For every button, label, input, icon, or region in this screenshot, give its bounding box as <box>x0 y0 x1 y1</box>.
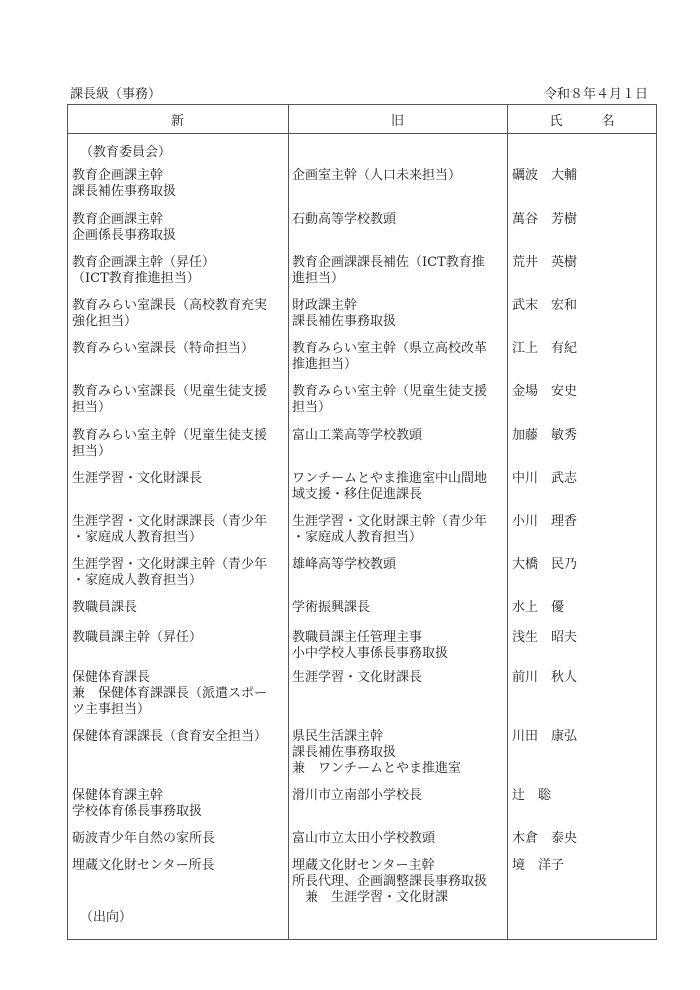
person-name: 金場 安史 <box>512 384 578 399</box>
person-name: 加藤 敏秀 <box>512 428 578 443</box>
old-position: 生涯学習・文化財課主幹（青少年 ・家庭成人教育担当） <box>292 514 488 545</box>
section-heading: （教育委員会） <box>80 145 172 160</box>
new-position: 教育みらい室課長（特命担当） <box>72 341 255 356</box>
person-name: 川田 康弘 <box>512 729 578 744</box>
person-name: 萬谷 芳樹 <box>512 212 578 227</box>
new-position: 生涯学習・文化財課主幹（青少年 ・家庭成人教育担当） <box>72 557 268 588</box>
old-position: 教育みらい室主幹（県立高校改革 推進担当） <box>292 341 488 372</box>
person-name: 辻 聡 <box>512 788 552 803</box>
new-position: 保健体育課主幹 学校体育係長事務取扱 <box>72 788 203 819</box>
new-position: 保健体育課長 兼 保健体育課課長（派遣スポー ツ主事担当） <box>72 670 268 717</box>
old-position: 財政課主幹 課長補佐事務取扱 <box>292 298 397 329</box>
old-position: 教育みらい室主幹（児童生徒支援 担当） <box>292 384 488 415</box>
old-position: 教職員課主任管理主事 小中学校人事係長事務取扱 <box>292 630 449 661</box>
person-name: 水上 優 <box>512 600 565 615</box>
effective-date: 令和８年４月１日 <box>543 87 648 102</box>
new-position: 生涯学習・文化財課課長（青少年 ・家庭成人教育担当） <box>72 514 268 545</box>
new-position: 教育みらい室課長（高校教育充実 強化担当） <box>72 298 268 329</box>
new-position: 教育企画課主幹 課長補佐事務取扱 <box>72 168 177 199</box>
person-name: 江上 有紀 <box>512 341 578 356</box>
column-divider-2 <box>507 104 508 940</box>
old-position: 埋蔵文化財センター主幹 所長代理、企画調整課長事務取扱 兼 生涯学習・文化財課 <box>292 858 488 905</box>
person-name: 武末 宏和 <box>512 298 578 313</box>
old-position: 企画室主幹（人口未来担当） <box>292 168 462 183</box>
person-name: 浅生 昭夫 <box>512 630 578 645</box>
old-position: 教育企画課課長補佐（ICT教育推 進担当） <box>292 255 485 286</box>
column-header-old: 旧 <box>390 114 404 129</box>
new-position: 砺波青少年自然の家所長 <box>72 831 216 846</box>
column-header-name: 氏 名 <box>549 114 615 129</box>
person-name: 大橋 民乃 <box>512 557 578 572</box>
new-position: 教職員課長 <box>72 600 138 615</box>
person-name: 礪波 大輔 <box>512 168 578 183</box>
person-name: 木倉 泰央 <box>512 831 578 846</box>
old-position: 雄峰高等学校教頭 <box>292 557 397 572</box>
person-name: 荒井 英樹 <box>512 255 578 270</box>
person-name: 境 洋子 <box>512 858 565 873</box>
new-position: 生涯学習・文化財課長 <box>72 471 203 486</box>
column-header-new: 新 <box>170 114 184 129</box>
old-position: 滑川市立南部小学校長 <box>292 788 423 803</box>
new-position: 教育企画課主幹（昇任） （ICT教育推進担当） <box>72 255 216 286</box>
person-name: 小川 理香 <box>512 514 578 529</box>
old-position: 県民生活課主幹 課長補佐事務取扱 兼 ワンチームとやま推進室 <box>292 729 462 776</box>
old-position: 学術振興課長 <box>292 600 371 615</box>
new-position: 教育企画課主幹 企画係長事務取扱 <box>72 212 177 243</box>
old-position: 富山工業高等学校教頭 <box>292 428 423 443</box>
new-position: 教職員課主幹（昇任） <box>72 630 203 645</box>
old-position: ワンチームとやま推進室中山間地 域支援・移住促進課長 <box>292 471 488 502</box>
new-position: 保健体育課課長（食育安全担当） <box>72 729 268 744</box>
column-divider-1 <box>288 104 289 940</box>
person-name: 中川 武志 <box>512 471 578 486</box>
new-position: 教育みらい室主幹（児童生徒支援 担当） <box>72 428 268 459</box>
header-divider <box>67 133 657 134</box>
person-name: 前川 秋人 <box>512 670 578 685</box>
old-position: 石動高等学校教頭 <box>292 212 397 227</box>
old-position: 富山市立太田小学校教頭 <box>292 831 436 846</box>
section-heading: （出向） <box>80 910 133 925</box>
new-position: 埋蔵文化財センター所長 <box>72 858 215 873</box>
old-position: 生涯学習・文化財課長 <box>292 670 423 685</box>
category-label: 課長級（事務） <box>70 87 162 102</box>
new-position: 教育みらい室課長（児童生徒支援 担当） <box>72 384 268 415</box>
